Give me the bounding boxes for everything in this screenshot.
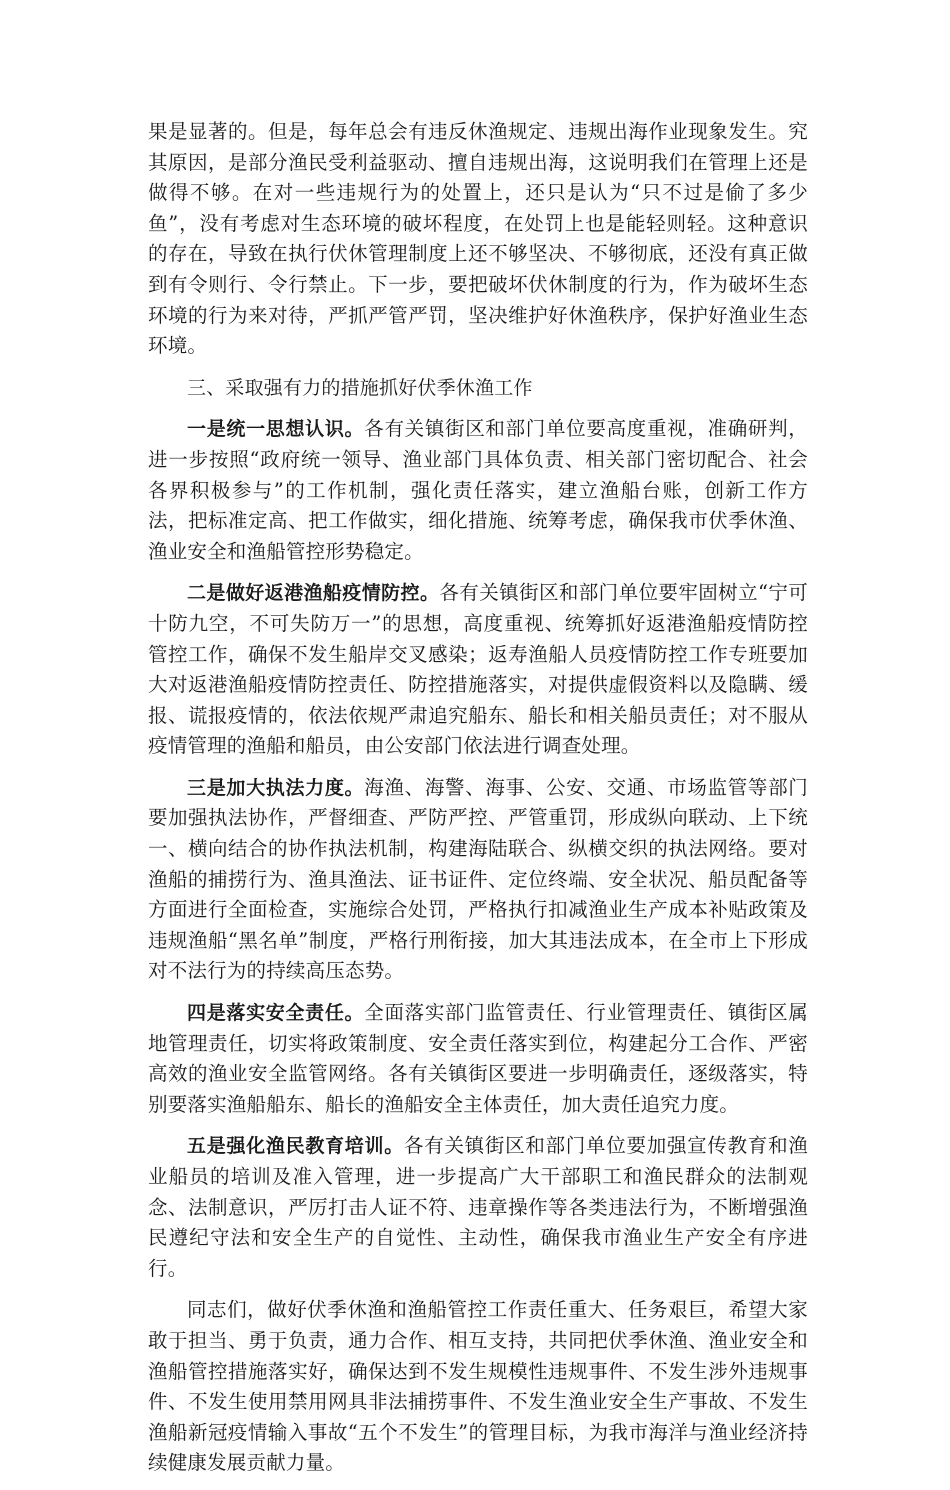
measure-lead: 五是强化渔民教育培训。: [187, 1135, 404, 1158]
measure-text: 海渔、海警、海事、公安、交通、市场监管等部门要加强执法协作，严督细查、严防严控、严管重罚，形成纵向联动、上下统一、横向结合的协作执法机制，构建海陆联合、纵横交织的执法网络。要对渔船的捕捞行为、渔具渔法、证书证件、定位终端、安全状况、船员配备等方面进行全面检查，实施综合处罚，严格执行扣减渔业生产成本补贴政策及违规渔船“黑名单”制度，严格行刑衔接，加大其违法成本，在全市上下形成对不法行为的持续高压态势。: [148, 775, 808, 983]
measure-text: 各有关镇街区和部门单位要加强宣传教育和渔业船员的培训及准入管理，进一步提高广大干部职工和渔民群众的法制观念、法制意识，严厉打击人证不符、违章操作等各类违法行为，不断增强渔民遵纪守法和安全生产的自觉性、主动性，确保我市渔业生产安全有序进行。: [148, 1134, 808, 1280]
measure-lead: 二是做好返港渔船疫情防控。: [187, 582, 440, 605]
closing-paragraph: [148, 1295, 808, 1479]
measure-lead: 三是加大执法力度。: [187, 776, 365, 799]
document-body: [148, 117, 808, 1490]
section-heading: [148, 373, 808, 404]
measure-item-1: [148, 414, 808, 567]
measure-text: 各有关镇街区和部门单位要牢固树立“宁可十防九空，不可失防万一”的思想，高度重视、统筹抓好返港渔船疫情防控管控工作，确保不发生船岸交叉感染；返寿渔船人员疫情防控工作专班要加大对返港渔船疫情防控责任、防控措施落实，对提供虚假资料以及隐瞒、缓报、谎报疫情的，依法依规严肃追究船东、船长和相关船员责任；对不服从疫情管理的渔船和船员，由公安部门依法进行调查处理。: [148, 581, 808, 758]
continuation-paragraph: [148, 117, 808, 362]
measure-lead: 一是统一思想认识。: [187, 418, 365, 441]
measure-item-2: [148, 578, 808, 762]
paragraph-text: 同志们，做好伏季休渔和渔船管控工作责任重大、任务艰巨，希望大家敢于担当、勇于负责，通力合作、相互支持，共同把伏季休渔、渔业安全和渔船管控措施落实好，确保达到不发生规模性违规事件、不发生涉外违规事件、不发生使用禁用网具非法捕捞事件、不发生渔业安全生产事故、不发生渔船新冠疫情输入事故“五个不发生”的管理目标，为我市海洋与渔业经济持续健康发展贡献力量。: [148, 1298, 808, 1475]
measure-text: 各有关镇街区和部门单位要高度重视，准确研判，进一步按照“政府统一领导、渔业部门具体负责、相关部门密切配合、社会各界积极参与”的工作机制，强化责任落实，建立渔船台账，创新工作方法，把标准定高、把工作做实，细化措施、统筹考虑，确保我市伏季休渔、渔业安全和渔船管控形势稳定。: [148, 417, 808, 563]
measure-item-5: [148, 1131, 808, 1284]
measure-text: 全面落实部门监管责任、行业管理责任、镇街区属地管理责任，切实将政策制度、安全责任落实到位，构建起分工合作、严密高效的渔业安全监管网络。各有关镇街区要进一步明确责任，逐级落实，特别要落实渔船船东、船长的渔船安全主体责任，加大责任追究力度。: [148, 1001, 808, 1116]
section-heading-text: 三、采取强有力的措施抓好伏季休渔工作: [187, 376, 533, 399]
measure-lead: 四是落实安全责任。: [187, 1002, 365, 1025]
paragraph-text: 果是显著的。但是，每年总会有违反休渔规定、违规出海作业现象发生。究其原因，是部分渔民受利益驱动、擅自违规出海，这说明我们在管理上还是做得不够。在对一些违规行为的处置上，还只是认为“只不过是偷了多少鱼”，没有考虑对生态环境的破坏程度，在处罚上也是能轻则轻。这种意识的存在，导致在执行伏休管理制度上还不够坚决、不够彻底，还没有真正做到有令则行、令行禁止。下一步，要把破坏伏休制度的行为，作为破坏生态环境的行为来对待，严抓严管严罚，坚决维护好休渔秩序，保护好渔业生态环境。: [148, 120, 808, 358]
measure-item-4: [148, 998, 808, 1120]
measure-item-3: [148, 773, 808, 987]
